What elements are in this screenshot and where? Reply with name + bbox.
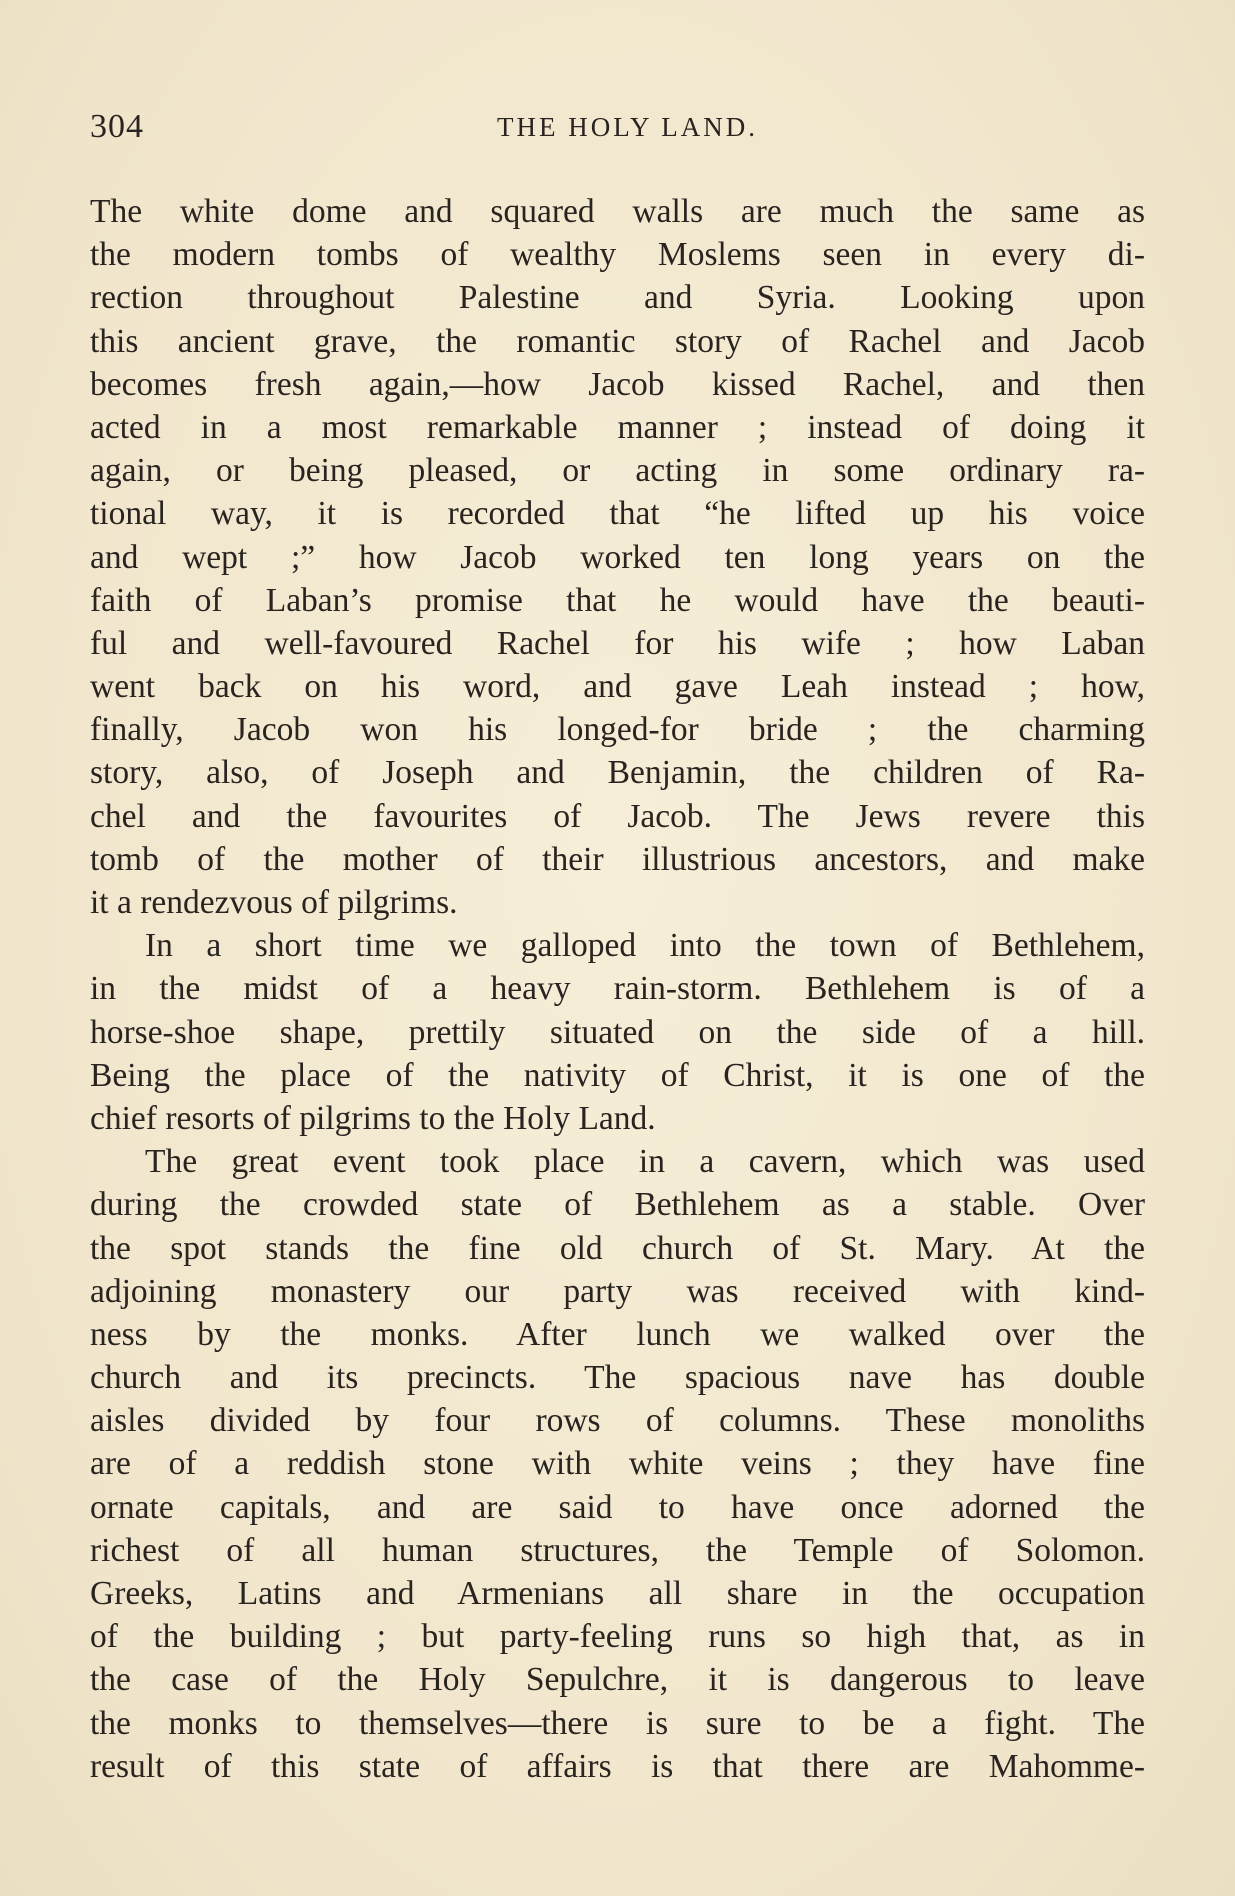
text-line: the modern tombs of wealthy Moslems seen in every di- <box>90 236 1145 274</box>
text-line: adjoining monastery our party was received with kind- <box>90 1272 1145 1310</box>
text-line: are of a reddish stone with white veins ; they have fine <box>90 1445 1145 1483</box>
text-line: the case of the Holy Sepulchre, it is dangerous to leave <box>90 1661 1145 1699</box>
text-line: rection throughout Palestine and Syria. Looking upon <box>90 279 1145 317</box>
text-line: The white dome and squared walls are much the same as <box>90 193 1145 230</box>
body-text <box>90 190 1145 1788</box>
text-line: horse-shoe shape, prettily situated on the side of a hill. <box>90 1013 1145 1051</box>
text-line: chel and the favourites of Jacob. The Jews revere this <box>90 797 1145 835</box>
text-line: In a short time we galloped into the town of Bethlehem, <box>145 927 1145 965</box>
text-line: of the building ; but party-feeling runs so high that, as in <box>90 1618 1145 1656</box>
page-number: 304 <box>90 108 144 145</box>
running-head: THE HOLY LAND. <box>496 112 758 142</box>
text-line: this ancient grave, the romantic story of Rachel and Jacob <box>90 322 1145 360</box>
page-header <box>90 108 1145 148</box>
text-line: the spot stands the fine old church of St. Mary. At the <box>90 1229 1145 1267</box>
text-line: story, also, of Joseph and Benjamin, the children of Ra- <box>90 754 1145 792</box>
text-line: the monks to themselves—there is sure to be a fight. The <box>90 1704 1145 1742</box>
text-line: during the crowded state of Bethlehem as a stable. Over <box>90 1186 1145 1224</box>
text-line: tomb of the mother of their illustrious ancestors, and make <box>90 840 1145 878</box>
text-line: tional way, it is recorded that “he lifted up his voice <box>90 495 1145 533</box>
text-line: in the midst of a heavy rain-storm. Bethlehem is of a <box>90 970 1145 1008</box>
text-line: church and its precincts. The spacious nave has double <box>90 1359 1145 1397</box>
text-line: aisles divided by four rows of columns. These monoliths <box>90 1402 1145 1440</box>
text-line: Greeks, Latins and Armenians all share in the occupation <box>90 1575 1145 1612</box>
text-line: becomes fresh again,—how Jacob kissed Rachel, and then <box>90 365 1145 403</box>
text-line: ornate capitals, and are said to have once adorned the <box>90 1488 1145 1526</box>
text-line: it a rendezvous of pilgrims. <box>90 884 458 921</box>
text-line: Being the place of the nativity of Christ, it is one of the <box>90 1056 1145 1094</box>
text-line: richest of all human structures, the Temple of Solomon. <box>90 1531 1145 1569</box>
text-line: chief resorts of pilgrims to the Holy Land. <box>90 1099 656 1137</box>
text-line: The great event took place in a cavern, which was used <box>145 1143 1145 1181</box>
text-line: faith of Laban’s promise that he would have the beauti- <box>90 581 1145 619</box>
text-line: ness by the monks. After lunch we walked over the <box>90 1315 1145 1353</box>
text-line: result of this state of affairs is that there are Mahomme- <box>90 1747 1145 1785</box>
text-line: went back on his word, and gave Leah instead ; how, <box>90 668 1145 706</box>
text-line: ful and well-favoured Rachel for his wife ; how Laban <box>90 624 1145 662</box>
text-line: acted in a most remarkable manner ; instead of doing it <box>90 408 1145 446</box>
text-line: and wept ;” how Jacob worked ten long years on the <box>90 538 1145 576</box>
text-line: again, or being pleased, or acting in some ordinary ra- <box>90 452 1145 490</box>
text-line: finally, Jacob won his longed-for bride ; the charming <box>90 711 1145 749</box>
